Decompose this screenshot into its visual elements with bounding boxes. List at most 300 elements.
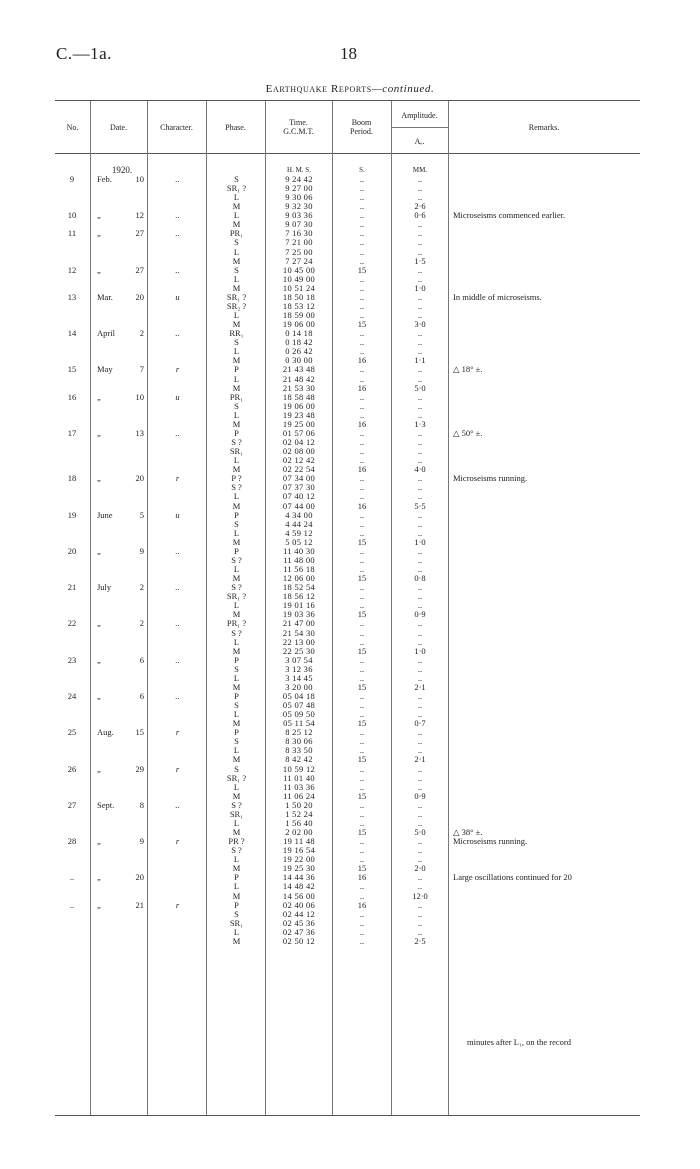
- cell-time: 07 37 30: [282, 482, 316, 493]
- cell-amp: ..: [417, 654, 423, 665]
- cell-no: 23: [67, 654, 77, 665]
- cell-time: 19 25 00: [282, 418, 316, 429]
- cell-boom: ..: [359, 817, 365, 828]
- cell-time: 7 27 24: [285, 255, 313, 266]
- cell-time: 7 25 00: [285, 246, 313, 257]
- cell-day: 20: [135, 291, 144, 302]
- cell-phase: L: [233, 781, 240, 792]
- cell-time: 14 56 00: [282, 890, 316, 901]
- cell-time: 4 44 24: [285, 518, 313, 529]
- cell-time: 02 45 36: [282, 917, 316, 928]
- cell-boom: ..: [359, 663, 365, 674]
- cell-amp: 2·6: [414, 201, 426, 212]
- cell-no: 17: [67, 427, 77, 438]
- table-row: [0, 302, 700, 311]
- table-row: [0, 619, 700, 628]
- cell-phase: P: [234, 872, 239, 883]
- cell-no: 24: [67, 690, 77, 701]
- table-row: [0, 402, 700, 411]
- cell-boom: ..: [359, 808, 365, 819]
- cell-char: r: [175, 763, 180, 774]
- table-row: [0, 483, 700, 492]
- cell-boom: ..: [359, 491, 365, 502]
- cell-char: ..: [175, 427, 180, 438]
- cell-amp: ..: [417, 690, 423, 701]
- cell-phase: M: [232, 718, 241, 729]
- table-row: [0, 338, 700, 347]
- cell-amp: ..: [417, 627, 423, 638]
- cell-char: r: [175, 473, 180, 484]
- table-row: [0, 919, 700, 928]
- cell-time: 02 47 36: [282, 926, 316, 937]
- cell-time: 7 21 00: [285, 237, 313, 248]
- cell-month: „: [97, 473, 101, 484]
- cell-phase: SR₂ ?: [226, 300, 247, 311]
- cell-amp: ..: [417, 854, 423, 865]
- table-row: [0, 837, 700, 846]
- cell-boom: ..: [359, 600, 365, 611]
- table-row: [0, 864, 700, 873]
- cell-phase: L: [233, 273, 240, 284]
- cell-phase: SR₁: [229, 446, 244, 457]
- cell-time: 02 08 00: [282, 446, 316, 457]
- cell-phase: M: [232, 201, 241, 212]
- cell-boom: ..: [359, 291, 365, 302]
- table-row: [0, 783, 700, 792]
- cell-phase: M: [232, 382, 241, 393]
- cell-amp: 1·0: [414, 536, 426, 547]
- cell-amp: ..: [417, 817, 423, 828]
- table-row: [0, 710, 700, 719]
- cell-amp: ..: [417, 509, 423, 520]
- table-row: [0, 855, 700, 864]
- cell-amp: ..: [417, 636, 423, 647]
- cell-boom: 15: [357, 790, 367, 801]
- table-row: [0, 882, 700, 891]
- table-row: [0, 311, 700, 320]
- cell-boom: ..: [359, 300, 365, 311]
- cell-time: 21 47 00: [282, 618, 316, 629]
- cell-boom: ..: [359, 246, 365, 257]
- cell-char: ..: [175, 690, 180, 701]
- cell-time: 02 12 42: [282, 455, 316, 466]
- table-row: [0, 801, 700, 810]
- cell-boom: ..: [359, 228, 365, 239]
- caption-title: Earthquake Reports: [265, 83, 372, 95]
- cell-time: 0 26 42: [285, 346, 313, 357]
- cell-amp: 2·0: [414, 863, 426, 874]
- table-row: [0, 293, 700, 302]
- cell-no: 27: [67, 799, 77, 810]
- cell-char: u: [175, 291, 180, 302]
- cell-boom: ..: [359, 391, 365, 402]
- cell-boom: 16: [357, 899, 367, 910]
- cell-month: „: [97, 654, 101, 665]
- cell-amp: ..: [417, 400, 423, 411]
- cell-time: 3 12 36: [285, 663, 313, 674]
- cell-phase: L: [233, 854, 240, 865]
- cell-boom: 15: [357, 827, 367, 838]
- table-row: [0, 538, 700, 547]
- cell-phase: P: [234, 899, 239, 910]
- cell-amp: ..: [417, 700, 423, 711]
- cell-boom: ..: [359, 373, 365, 384]
- cell-time: 9 03 36: [285, 210, 313, 221]
- table-row: [0, 429, 700, 438]
- cell-phase: PR₁: [229, 228, 244, 239]
- cell-phase: L: [233, 881, 240, 892]
- col-header-boom: [332, 118, 391, 136]
- table-row: [0, 892, 700, 901]
- table-row: [0, 610, 700, 619]
- cell-phase: RR₁: [229, 328, 244, 339]
- cell-amp: ..: [417, 908, 423, 919]
- cell-time: 19 16 54: [282, 845, 316, 856]
- cell-char: ..: [175, 618, 180, 629]
- cell-boom: ..: [359, 282, 365, 293]
- cell-phase: L: [233, 600, 240, 611]
- cell-phase: M: [232, 935, 241, 946]
- cell-boom: ..: [359, 455, 365, 466]
- table-row: [0, 765, 700, 774]
- cell-boom: ..: [359, 736, 365, 747]
- cell-boom: ..: [359, 346, 365, 357]
- table-row: [0, 583, 700, 592]
- cell-no: 28: [67, 836, 77, 847]
- cell-amp: ..: [417, 582, 423, 593]
- cell-time: 11 40 30: [283, 545, 315, 556]
- cell-phase: L: [233, 310, 240, 321]
- cell-char: r: [175, 727, 180, 738]
- cell-amp: ..: [417, 491, 423, 502]
- cell-phase: S ?: [231, 582, 242, 593]
- cell-amp: ..: [417, 219, 423, 230]
- cell-amp: ..: [417, 300, 423, 311]
- table-row: [0, 737, 700, 746]
- cell-amp: ..: [417, 727, 423, 738]
- cell-remark: Microseisms running.: [453, 836, 528, 847]
- cell-phase: L: [233, 672, 240, 683]
- cell-phase: SR₁: [229, 917, 244, 928]
- cell-time: 18 52 54: [282, 582, 316, 593]
- cell-phase: L: [233, 564, 240, 574]
- cell-char: ..: [175, 799, 180, 810]
- table-caption: [0, 83, 700, 95]
- cell-amp: ..: [417, 482, 423, 493]
- cell-amp: 5·0: [414, 827, 426, 838]
- cell-boom: 15: [357, 718, 367, 729]
- cell-boom: 15: [357, 754, 367, 765]
- cell-time: 4 34 00: [285, 509, 313, 520]
- cell-time: 21 43 48: [282, 364, 316, 375]
- table-row: [0, 937, 700, 946]
- cell-phase: S ?: [231, 482, 242, 493]
- cell-no: 9: [69, 174, 75, 184]
- amplitude-subrule: [391, 127, 448, 128]
- cell-phase: P: [234, 427, 239, 438]
- cell-time: 4 59 12: [285, 527, 313, 538]
- cell-boom: ..: [359, 854, 365, 865]
- cell-amp: 5·0: [414, 382, 426, 393]
- cell-month: „: [97, 690, 101, 701]
- cell-boom: ..: [359, 836, 365, 847]
- cell-char: u: [175, 509, 180, 520]
- table-row: [0, 910, 700, 919]
- cell-time: 18 56 12: [282, 591, 316, 602]
- cell-time: 19 06 00: [282, 400, 316, 411]
- cell-day: 2: [139, 618, 144, 629]
- cell-amp: ..: [417, 781, 423, 792]
- cell-time: 11 01 40: [283, 772, 315, 783]
- cell-time: 21 48 42: [282, 373, 316, 384]
- table-row: [0, 211, 700, 220]
- cell-boom: ..: [359, 772, 365, 783]
- cell-time: 0 30 00: [285, 355, 313, 366]
- cell-boom: ..: [359, 174, 365, 184]
- cell-phase: S: [234, 237, 239, 248]
- cell-boom: ..: [359, 446, 365, 457]
- cell-remark: △ 50° ±.: [453, 427, 483, 438]
- table-row: [0, 755, 700, 764]
- table-row: [0, 647, 700, 656]
- cell-phase: M: [232, 500, 241, 511]
- cell-boom: ..: [359, 518, 365, 529]
- cell-boom: ..: [359, 799, 365, 810]
- cell-day: 20: [135, 872, 144, 883]
- cell-day: 13: [135, 427, 144, 438]
- cell-no: 16: [67, 391, 77, 402]
- cell-day: 6: [139, 690, 144, 701]
- cell-time: 1 56 40: [285, 817, 313, 828]
- cell-boom: ..: [359, 690, 365, 701]
- cell-amp: ..: [417, 427, 423, 438]
- cell-amp: ..: [417, 808, 423, 819]
- table-row: [0, 456, 700, 465]
- cell-amp: 2·1: [414, 754, 426, 765]
- table-row: [0, 701, 700, 710]
- col-header-phase: Phase.: [225, 123, 246, 132]
- cell-amp: ..: [417, 246, 423, 257]
- time-sublabel: G.C.M.T.: [283, 127, 314, 136]
- cell-boom: ..: [359, 364, 365, 375]
- col-header-time: [265, 118, 332, 136]
- cell-phase: M: [232, 536, 241, 547]
- table-row: [0, 275, 700, 284]
- cell-no: 20: [67, 545, 77, 556]
- cell-amp: 0·9: [414, 609, 426, 620]
- boom-sublabel: Period.: [350, 127, 373, 136]
- cell-phase: M: [232, 609, 241, 620]
- table-row: [0, 229, 700, 238]
- cell-time: 7 16 30: [285, 228, 313, 239]
- cell-time: 8 25 12: [285, 727, 313, 738]
- cell-phase: L: [233, 409, 240, 420]
- cell-char: ..: [175, 210, 180, 221]
- col-header-amplitude-sub: Aₑ.: [414, 137, 425, 146]
- cell-amp: 0·9: [414, 790, 426, 801]
- cell-phase: P: [234, 509, 239, 520]
- cell-time: 05 09 50: [282, 709, 316, 720]
- cell-time: 10 49 00: [282, 273, 316, 284]
- cell-phase: L: [233, 817, 240, 828]
- cell-boom: ..: [359, 564, 365, 574]
- cell-time: 19 23 48: [282, 409, 316, 420]
- cell-no: 15: [67, 364, 77, 375]
- cell-time: 11 56 18: [283, 564, 315, 574]
- cell-amp: 2·1: [414, 681, 426, 692]
- cell-amp: ..: [417, 799, 423, 810]
- cell-char: ..: [175, 545, 180, 556]
- cell-month: „: [97, 836, 101, 847]
- cell-boom: ..: [359, 727, 365, 738]
- cell-month: „: [97, 210, 101, 221]
- table-row: [0, 810, 700, 819]
- cell-amp: ..: [417, 364, 423, 375]
- cell-time: 18 53 12: [282, 300, 316, 311]
- cell-amp: 1·3: [414, 418, 426, 429]
- cell-month: „: [97, 618, 101, 629]
- cell-boom: ..: [359, 310, 365, 321]
- cell-time: 12 06 00: [282, 573, 316, 584]
- table-row: [0, 474, 700, 483]
- cell-day: 21: [135, 899, 144, 910]
- cell-amp: ..: [417, 183, 423, 194]
- cell-boom: ..: [359, 781, 365, 792]
- cell-phase: M: [232, 319, 241, 330]
- cell-time: 22 13 00: [282, 636, 316, 647]
- cell-phase: L: [233, 346, 240, 357]
- cell-phase: M: [232, 282, 241, 293]
- cell-phase: M: [232, 790, 241, 801]
- cell-phase: P: [234, 690, 239, 701]
- table-row: [0, 492, 700, 501]
- cell-day: 9: [139, 545, 144, 556]
- cell-char: r: [175, 836, 180, 847]
- cell-boom: ..: [359, 237, 365, 248]
- cell-boom: 15: [357, 536, 367, 547]
- cell-boom: ..: [359, 917, 365, 928]
- cell-day: 20: [135, 473, 144, 484]
- cell-amp: ..: [417, 736, 423, 747]
- cell-day: 9: [139, 836, 144, 847]
- cell-time: 8 33 50: [285, 745, 313, 756]
- cell-phase: M: [232, 219, 241, 230]
- cell-time: 07 40 12: [282, 491, 316, 502]
- table-row: [0, 774, 700, 783]
- table-row: [0, 520, 700, 529]
- cell-day: 27: [135, 264, 144, 275]
- cell-time: 9 24 42: [285, 174, 313, 184]
- table-row: [0, 465, 700, 474]
- table-row: [0, 511, 700, 520]
- col-header-amplitude: Amplitude.: [401, 111, 438, 120]
- cell-boom: ..: [359, 709, 365, 720]
- cell-boom: ..: [359, 219, 365, 230]
- table-row: [0, 674, 700, 683]
- cell-phase: L: [233, 491, 240, 502]
- cell-time: 9 27 00: [285, 183, 313, 194]
- cell-phase: SR₁: [229, 808, 244, 819]
- cell-no: 26: [67, 763, 77, 774]
- cell-boom: ..: [359, 890, 365, 901]
- cell-month: June: [97, 509, 113, 520]
- cell-phase: S: [234, 663, 239, 674]
- cell-no: 22: [67, 618, 77, 629]
- cell-no: 18: [67, 473, 77, 484]
- table-row: [0, 556, 700, 565]
- cell-phase: L: [233, 373, 240, 384]
- cell-boom: ..: [359, 545, 365, 556]
- cell-boom: 15: [357, 863, 367, 874]
- cell-amp: ..: [417, 228, 423, 239]
- table-row: [0, 375, 700, 384]
- cell-phase: M: [232, 464, 241, 475]
- cell-amp: ..: [417, 473, 423, 484]
- cell-no: 14: [67, 328, 77, 339]
- table-row: [0, 184, 700, 193]
- cell-time: 8 42 42: [285, 754, 313, 765]
- cell-boom: ..: [359, 591, 365, 602]
- cell-char: ..: [175, 654, 180, 665]
- cell-amp: ..: [417, 337, 423, 348]
- cell-month: „: [97, 264, 101, 275]
- cell-boom: ..: [359, 328, 365, 339]
- cell-remark: Large oscillations continued for 20: [453, 872, 572, 883]
- cell-no: 10: [67, 210, 77, 221]
- cell-amp: ..: [417, 373, 423, 384]
- cell-month: „: [97, 763, 101, 774]
- cell-amp: ..: [417, 618, 423, 629]
- cell-time: 2 02 00: [285, 827, 313, 838]
- cell-time: 07 34 00: [282, 473, 316, 484]
- cell-time: 18 59 00: [282, 310, 316, 321]
- table-row: [0, 529, 700, 538]
- cell-phase: M: [232, 863, 241, 874]
- cell-phase: PR₁: [229, 391, 244, 402]
- cell-amp: ..: [417, 192, 423, 203]
- cell-day: 12: [135, 210, 144, 221]
- cell-month: May: [97, 364, 113, 375]
- table-row: [0, 547, 700, 556]
- cell-amp: 0·6: [414, 210, 426, 221]
- cell-amp: ..: [417, 836, 423, 847]
- cell-phase: SR₁ ?: [226, 291, 247, 302]
- cell-day: 6: [139, 654, 144, 665]
- table-row: [0, 665, 700, 674]
- cell-amp: ..: [417, 545, 423, 556]
- cell-phase: M: [232, 355, 241, 366]
- table-row: [0, 411, 700, 420]
- cell-day: 8: [139, 799, 144, 810]
- cell-day: 27: [135, 228, 144, 239]
- cell-no: ..: [69, 899, 75, 910]
- cell-amp: ..: [417, 763, 423, 774]
- table-row: [0, 629, 700, 638]
- table-row: [0, 329, 700, 338]
- time-label: Time.: [289, 118, 308, 127]
- cell-phase: S ?: [231, 799, 242, 810]
- cell-phase: L: [233, 745, 240, 756]
- table-row: [0, 248, 700, 257]
- cell-phase: S ?: [231, 627, 242, 638]
- cell-day: 29: [135, 763, 144, 774]
- cell-amp: ..: [417, 527, 423, 538]
- cell-month: „: [97, 228, 101, 239]
- table-row: [0, 819, 700, 828]
- cell-boom: ..: [359, 700, 365, 711]
- table-row: [0, 746, 700, 755]
- cell-char: ..: [175, 228, 180, 239]
